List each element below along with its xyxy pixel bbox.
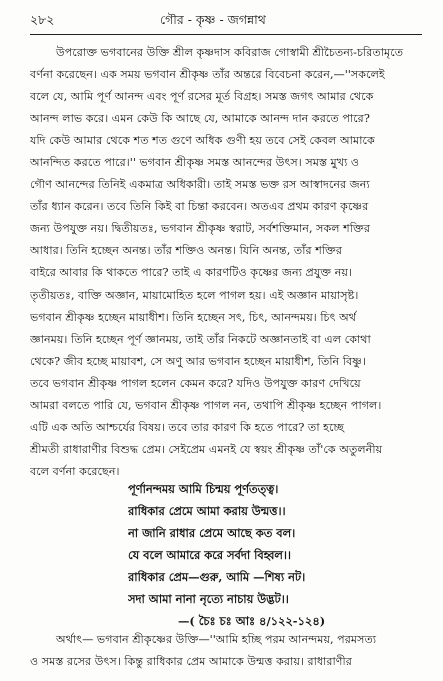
running-title: গৌর - কৃষ্ণ - জগন্নাথ xyxy=(160,12,266,27)
body-line: যদি কেউ আমার থেকে শত শত গুণে অধিক গুণী হয় তবে সেই কেবল আমাকে xyxy=(30,134,375,148)
body-line: থেকে? জীব হচ্ছে মায়াবশ, সে অণু আর ভগবান হচ্ছেন মায়াধীশ, তিনি বিষ্ণু। xyxy=(30,354,366,368)
body-line: এটি এক অতি আশ্চর্যের বিষয়। তবে তার কারণ কি হতে পারে? তা হচ্ছে xyxy=(30,420,345,434)
body-line: উপরোক্ত ভগবানের উক্তি শ্রীল কৃষ্ণদাস কবিরাজ গোস্বামী শ্রীচৈতন্য-চরিতামৃতে xyxy=(56,46,404,59)
body-text xyxy=(30,42,422,483)
body-line: তবে ভগবান শ্রীকৃষ্ণ পাগল হলেন কেমন করে? যদিও উপযুক্ত কারণ দেখিয়ে xyxy=(30,376,361,390)
body-line: জন্য উপযুক্ত নয়। দ্বিতীয়তঃ, ভগবান শ্রীকৃষ্ণ স্বরাট, সর্বশক্তিমান, সকল শক্তির xyxy=(30,222,371,236)
body-line: গৌণ আনন্দের তিনিই একমাত্র অধিকারী। তাই সমস্ত ভক্ত রস আস্বাদনের জন্য xyxy=(30,178,370,192)
body-line: বলে বর্ণনা করেছেন। xyxy=(30,464,120,478)
page-number: ২৮২ xyxy=(30,12,55,27)
body-line: বলে যে, আমি পূর্ণ আনন্দ এবং পূর্ণ রসের মূর্ত বিগ্রহ। সমস্ত জগৎ আমার থেকে xyxy=(30,90,374,104)
translation-line: অর্থাৎ— ভগবান শ্রীকৃষ্ণের উক্তি—''আমি হচ্ছি পরম আনন্দময়, পরমসত্য xyxy=(56,633,377,646)
body-line: তাঁর ধ্যান করেন। তবে তিনি কিই বা চিন্তা করবেন। অতএব প্রথম কারণ কৃষ্ণের xyxy=(30,200,369,214)
verse-block xyxy=(128,478,418,633)
body-line: আধার। তিনি হচ্ছেন অনন্ত। তাঁর শক্তিও অনন্ত। যিনি অনন্ত, তাঁর শক্তির xyxy=(30,244,343,258)
page-header xyxy=(30,8,422,32)
verse-line: যে বলে আমারে করে সর্বদা বিহ্বল।। xyxy=(128,548,292,563)
translation-text xyxy=(30,629,422,673)
verse-line: সদা আমা নানা নৃত্যে নাচায় উদ্ভট।। xyxy=(128,592,289,607)
body-line: আনন্দ লাভ করে। এমন কেউ কি আছে যে, আমাকে আনন্দ দান করতে পারে? xyxy=(30,112,370,126)
verse-line: না জানি রাধার প্রেমে আছে কত বল। xyxy=(128,526,296,541)
verse-reference: —( চৈঃ চঃ আঃ ৪/১২২-১২৪) xyxy=(178,614,326,629)
body-line: শ্রীমতী রাধারাণীর বিশুদ্ধ প্রেম। সেইপ্রেম এমনই যে স্বয়ং শ্রীকৃষ্ণ তাঁ'কে অতুলনীয় xyxy=(30,442,383,456)
verse-line: পূর্ণানন্দময় আমি চিন্ময় পূর্ণতত্ত্ব। xyxy=(128,482,279,496)
body-line: ভগবান শ্রীকৃষ্ণ হচ্ছেন মায়াধীশ। তিনি হচ্ছেন সৎ, চিৎ, আনন্দময়। চিৎ অর্থ xyxy=(30,310,357,324)
body-line: জ্ঞানময়। তিনি হচ্ছেন পূর্ণ জ্ঞানময়, তাই তাঁর নিকটে অজ্ঞানতাই বা এল কোথা xyxy=(30,332,371,346)
verse-line: রাধিকার প্রেমে আমা করায় উন্মত্ত।। xyxy=(128,504,286,519)
body-line: আমরা বলতে পারি যে, ভগবান শ্রীকৃষ্ণ পাগল নন, তথাপি শ্রীকৃষ্ণ হচ্ছেন পাগল। xyxy=(30,398,382,412)
body-line: আনন্দিত করতে পারে।'' ভগবান শ্রীকৃষ্ণ সমস্ত আনন্দের উৎস। সমস্ত মুখ্য ও xyxy=(30,156,360,170)
body-line: বাইরে আবার কি থাকতে পারে? তাই এ কারণটিও কৃষ্ণের জন্য প্রযুক্ত নয়। xyxy=(30,266,352,280)
body-line: তৃতীয়তঃ, বাক্তি অজ্ঞান, মায়ামোহিত হলে পাগল হয়। এই অজ্ঞান মায়াসৃষ্ট। xyxy=(30,288,359,302)
verse-line: রাধিকার প্রেম—গুরু, আমি —শিষ্য নট। xyxy=(128,570,306,585)
body-line: বর্ণনা করেছেন। এক সময় ভগবান শ্রীকৃষ্ণ তাঁর অন্তরে বিবেচনা করেন,—''সকলেই xyxy=(30,68,385,82)
header-rule xyxy=(30,34,422,35)
translation-line: ও সমস্ত রসের উৎস। কিন্তু রাধিকার প্রেম আমাকে উন্মত্ত করায়। রাধারাণীর xyxy=(30,655,352,669)
